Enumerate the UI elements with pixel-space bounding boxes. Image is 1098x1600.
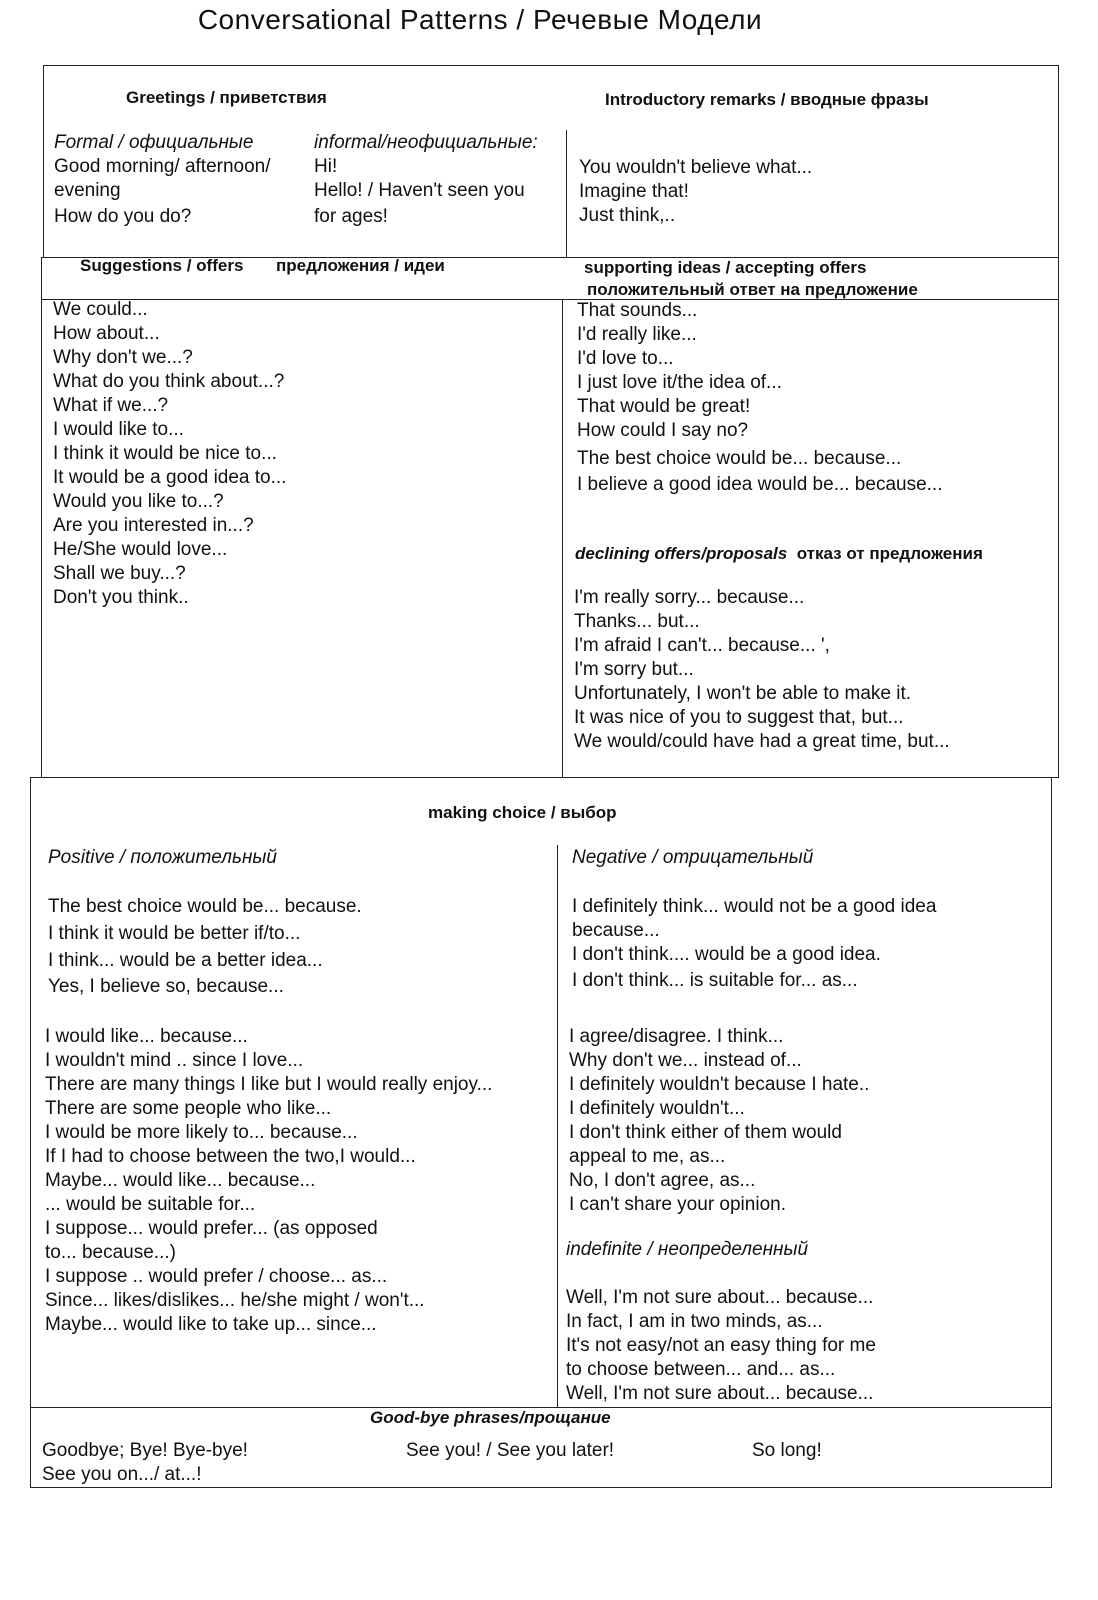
- suggestion-item: How about...: [53, 323, 160, 344]
- suggestions-heading-en: Suggestions / offers: [80, 256, 244, 275]
- positive-item: I suppose .. would prefer / choose... as...: [45, 1266, 388, 1287]
- suggestion-item: What if we...?: [53, 395, 169, 416]
- suggestions-list: [53, 298, 286, 610]
- positive-item: If I had to choose between the two,I would...: [45, 1146, 416, 1167]
- table-bottom-border: [30, 1487, 1052, 1488]
- indefinite-label: indefinite / неопределенный: [566, 1239, 809, 1260]
- table-left-border: [43, 65, 44, 257]
- negative-item: Why don't we... instead of...: [569, 1050, 802, 1071]
- declining-item: Thanks... but...: [574, 611, 700, 632]
- positive-item: I think it would be better if/to...: [48, 923, 301, 944]
- table-left-border-low: [30, 777, 31, 1487]
- declining-heading: [575, 542, 983, 566]
- supporting-item: I'd love to...: [577, 348, 674, 369]
- positive-item: The best choice would be... because.: [48, 896, 362, 917]
- positive-label: Positive / положительный: [48, 847, 277, 868]
- suggestion-item: Would you like to...?: [53, 491, 224, 512]
- positive-item: ... would be suitable for...: [45, 1194, 256, 1215]
- supporting-heading-ru: положительный ответ на предложение: [587, 280, 918, 299]
- goodbye-heading: Good-bye phrases/прощание: [370, 1408, 611, 1427]
- negative-column-2: [569, 1025, 869, 1217]
- positive-column: [48, 846, 362, 999]
- positive-item: There are some people who like...: [45, 1098, 332, 1119]
- supporting-item: I just love it/the idea of...: [577, 372, 782, 393]
- formal-line: How do you do?: [54, 206, 192, 227]
- positive-item: There are many things I like but I would really enjoy...: [45, 1074, 493, 1095]
- negative-item: I don't think.... would be a good idea.: [572, 944, 881, 965]
- col-divider-top: [566, 130, 567, 257]
- suggestion-item: It would be a good idea to...: [53, 467, 287, 488]
- greetings-heading: Greetings / приветствия: [126, 88, 327, 107]
- informal-line: Hello! / Haven't seen you: [314, 180, 525, 201]
- supporting-heading-en: supporting ideas / accepting offers: [584, 258, 867, 277]
- negative-item: I definitely wouldn't...: [569, 1098, 745, 1119]
- indefinite-item: In fact, I am in two minds, as...: [566, 1311, 823, 1332]
- declining-item: I'm really sorry... because...: [574, 587, 805, 608]
- positive-item: Yes, I believe so, because...: [48, 976, 284, 997]
- negative-item: I definitely think... would not be a good idea: [572, 896, 937, 917]
- formal-label: Formal / официальные: [54, 132, 254, 153]
- indefinite-item: Well, I'm not sure about... because...: [566, 1383, 874, 1404]
- declining-item: I'm sorry but...: [574, 659, 694, 680]
- positive-item: to... because...): [45, 1242, 176, 1263]
- negative-item: I don't think either of them would: [569, 1122, 842, 1143]
- negative-label: Negative / отрицательный: [572, 847, 814, 868]
- goodbye-item: See you! / See you later!: [406, 1440, 615, 1461]
- suggestions-heading-ru: предложения / идеи: [276, 256, 445, 275]
- informal-line: Hi!: [314, 156, 338, 177]
- formal-line: evening: [54, 180, 121, 201]
- declining-item: We would/could have had a great time, but...: [574, 731, 950, 752]
- suggestion-item: I think it would be nice to...: [53, 443, 277, 464]
- negative-item: I definitely wouldn't because I hate..: [569, 1074, 870, 1095]
- table-right-border-low: [1051, 777, 1052, 1487]
- positive-column-2: [45, 1025, 492, 1337]
- negative-item: I don't think... is suitable for... as...: [572, 970, 858, 991]
- goodbye-col3: [752, 1439, 822, 1463]
- informal-greetings: [314, 131, 538, 229]
- row-divider-3: [30, 777, 1059, 778]
- formal-greetings: [54, 131, 271, 229]
- introductory-heading: Introductory remarks / вводные фразы: [605, 90, 929, 109]
- negative-item: I agree/disagree. I think...: [569, 1026, 784, 1047]
- positive-item: Maybe... would like to take up... since...: [45, 1314, 377, 1335]
- negative-item: I can't share your opinion.: [569, 1194, 786, 1215]
- negative-column: [572, 846, 936, 993]
- supporting-list: [577, 299, 942, 497]
- suggestion-item: Are you interested in...?: [53, 515, 254, 536]
- negative-item: No, I don't agree, as...: [569, 1170, 756, 1191]
- supporting-item: That sounds...: [577, 300, 698, 321]
- informal-label: informal/неофициальные:: [314, 132, 538, 153]
- positive-item: Since... likes/dislikes... he/she might / won't...: [45, 1290, 425, 1311]
- goodbye-col1: [42, 1439, 248, 1487]
- supporting-item: How could I say no?: [577, 420, 749, 441]
- positive-item: Maybe... would like... because...: [45, 1170, 316, 1191]
- intro-line: You wouldn't believe what...: [579, 157, 813, 178]
- table-left-border-mid: [41, 257, 42, 777]
- goodbye-item: So long!: [752, 1440, 822, 1461]
- goodbye-item: See you on.../ at...!: [42, 1464, 202, 1485]
- declining-heading-ru: отказ от предложения: [796, 544, 983, 563]
- page-title: Conversational Patterns / Речевые Модели: [197, 4, 763, 35]
- making-choice-heading: making choice / выбор: [428, 803, 617, 822]
- declining-list: [574, 586, 950, 754]
- supporting-item: I believe a good idea would be... because...: [577, 474, 943, 495]
- positive-item: I think... would be a better idea...: [48, 950, 323, 971]
- positive-item: I would like... because...: [45, 1026, 248, 1047]
- suggestion-item: We could...: [53, 299, 148, 320]
- positive-item: I would be more likely to... because...: [45, 1122, 358, 1143]
- indefinite-item: It's not easy/not an easy thing for me: [566, 1335, 876, 1356]
- declining-item: I'm afraid I can't... because... ',: [574, 635, 830, 656]
- goodbye-col2: [406, 1439, 614, 1463]
- table-right-border: [1058, 65, 1059, 777]
- intro-line: Imagine that!: [579, 181, 689, 202]
- supporting-item: That would be great!: [577, 396, 751, 417]
- informal-line: for ages!: [314, 206, 388, 227]
- goodbye-item: Goodbye; Bye! Bye-bye!: [42, 1440, 248, 1461]
- indefinite-item: to choose between... and... as...: [566, 1359, 836, 1380]
- supporting-item: The best choice would be... because...: [577, 448, 902, 469]
- declining-item: Unfortunately, I won't be able to make it.: [574, 683, 912, 704]
- indefinite-item: Well, I'm not sure about... because...: [566, 1287, 874, 1308]
- supporting-item: I'd really like...: [577, 324, 697, 345]
- declining-item: It was nice of you to suggest that, but...: [574, 707, 904, 728]
- declining-heading-en: declining offers/proposals: [575, 544, 788, 563]
- positive-item: I wouldn't mind .. since I love...: [45, 1050, 304, 1071]
- col-divider-mid: [562, 299, 563, 777]
- table-top-border: [43, 65, 1059, 66]
- suggestion-item: Shall we buy...?: [53, 563, 186, 584]
- suggestion-item: He/She would love...: [53, 539, 228, 560]
- formal-line: Good morning/ afternoon/: [54, 156, 271, 177]
- negative-item: appeal to me, as...: [569, 1146, 726, 1167]
- negative-item: because...: [572, 920, 660, 941]
- suggestion-item: Why don't we...?: [53, 347, 193, 368]
- introductory-lines: [579, 156, 812, 228]
- suggestion-item: What do you think about...?: [53, 371, 285, 392]
- positive-item: I suppose... would prefer... (as opposed: [45, 1218, 378, 1239]
- intro-line: Just think,..: [579, 205, 676, 226]
- col-divider-low: [557, 845, 558, 1407]
- indefinite-column: [566, 1238, 876, 1406]
- suggestion-item: Don't you think..: [53, 587, 189, 608]
- suggestion-item: I would like to...: [53, 419, 184, 440]
